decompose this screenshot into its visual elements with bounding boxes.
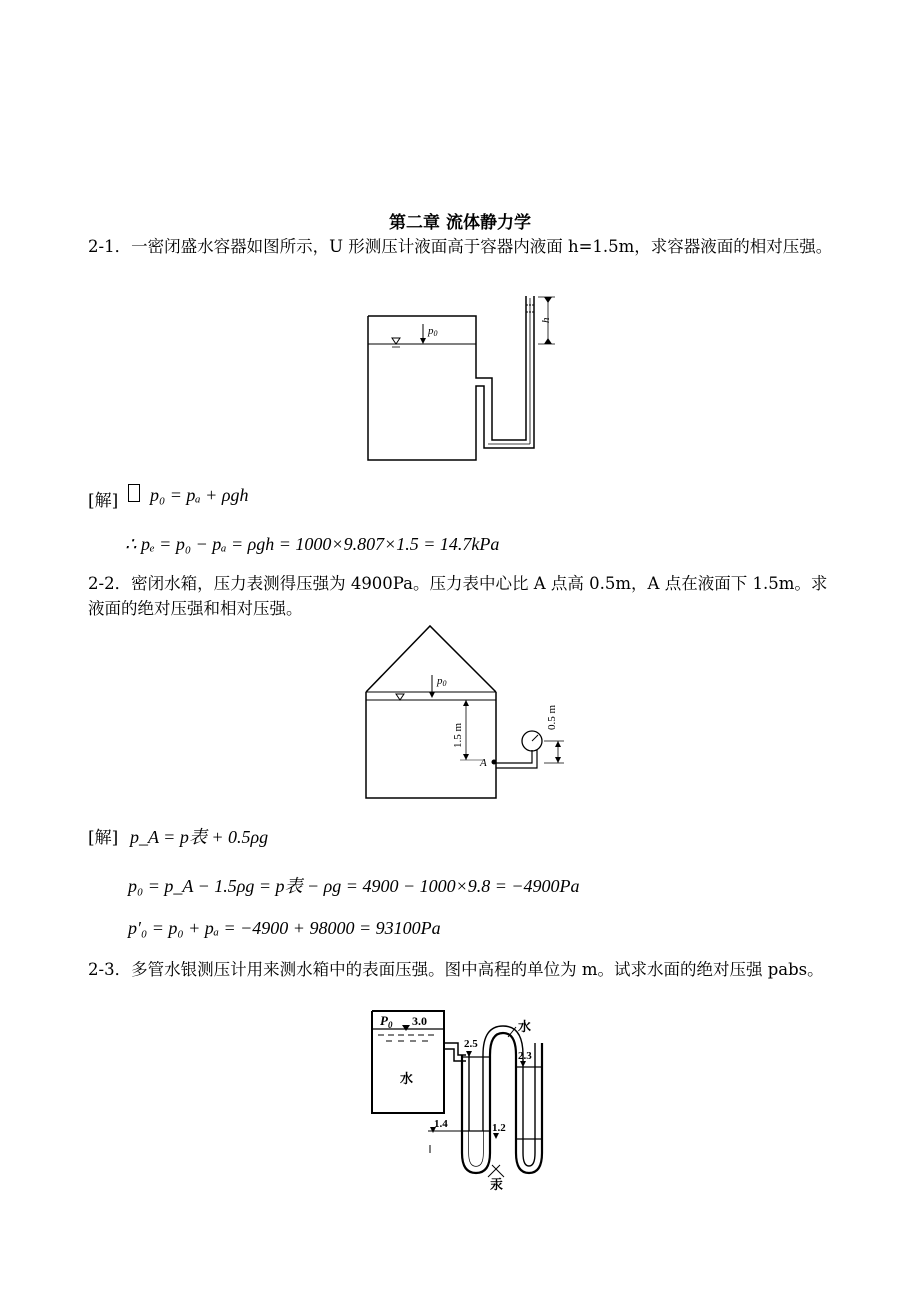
- solution-2-2-line-3: p′₀ = p₀ + pₐ = −4900 + 98000 = 93100Pa: [128, 918, 441, 938]
- svg-text:3.0: 3.0: [412, 1014, 427, 1028]
- svg-text:P0: $P_0$: [380, 1013, 393, 1030]
- problem-2-1-statement: 2-1．一密闭盛水容器如图所示，U 形测压计液面高于容器内液面 h=1.5m，求容器液面的相对压强。: [88, 237, 833, 256]
- figure-2-3: [358, 1003, 558, 1193]
- svg-text:h: h: [540, 317, 552, 323]
- svg-text:p0: p0: [428, 325, 438, 338]
- svg-text:1.4: 1.4: [434, 1118, 448, 1130]
- solution-2-2-line-1: p_A = p表 + 0.5ρg: [130, 827, 269, 847]
- container-outline: [368, 296, 534, 460]
- symbol-box: [128, 484, 140, 502]
- svg-text:2.3: 2.3: [518, 1050, 532, 1062]
- svg-text:1.2: 1.2: [492, 1122, 506, 1134]
- svg-text:p0: p0: [437, 675, 447, 688]
- point-a-dot: [492, 760, 497, 765]
- problem-2-2-statement: 2-2．密闭水箱，压力表测得压强为 4900Pa。压力表中心比 A 点高 0.5m，A 点在液面下 1.5m。求液面的绝对压强和相对压强。: [88, 574, 828, 618]
- svg-text:A: A: [480, 757, 487, 769]
- figure-2-2: [360, 620, 580, 805]
- chapter-title: 第二章 流体静力学: [389, 213, 531, 233]
- solution-2-1-tag: [解]: [88, 491, 119, 511]
- figure-2-1: [360, 288, 560, 463]
- solution-2-2-tag: [解]: [88, 828, 119, 848]
- tank-roof: [366, 626, 496, 692]
- problem-2-3-statement: 2-3．多管水银测压计用来测水箱中的表面压强。图中高程的单位为 m。试求水面的绝对压强 pabs。: [88, 960, 824, 979]
- svg-text:2.5: 2.5: [464, 1038, 478, 1050]
- solution-2-1-line-1: p₀ = pₐ + ρgh: [150, 485, 249, 505]
- svg-text:水: 水: [400, 1071, 414, 1086]
- solution-2-2-line-2: p₀ = p_A − 1.5ρg = p表 − ρg = 4900 − 1000×9.8 = −4900Pa: [128, 876, 580, 896]
- svg-text:0.5 m: 0.5 m: [546, 704, 558, 730]
- svg-text:水: 水: [518, 1019, 532, 1034]
- free-surface-icon: [392, 338, 400, 344]
- tank-outline: [366, 692, 496, 798]
- elevation-marker-icon: [402, 1025, 410, 1031]
- free-surface-icon: [396, 694, 404, 700]
- svg-text:汞: 汞: [490, 1177, 504, 1192]
- solution-2-1-line-2: ∴ pₑ = p₀ − pₐ = ρgh = 1000×9.807×1.5 = 14.7kPa: [125, 534, 500, 554]
- svg-text:1.5 m: 1.5 m: [452, 722, 464, 748]
